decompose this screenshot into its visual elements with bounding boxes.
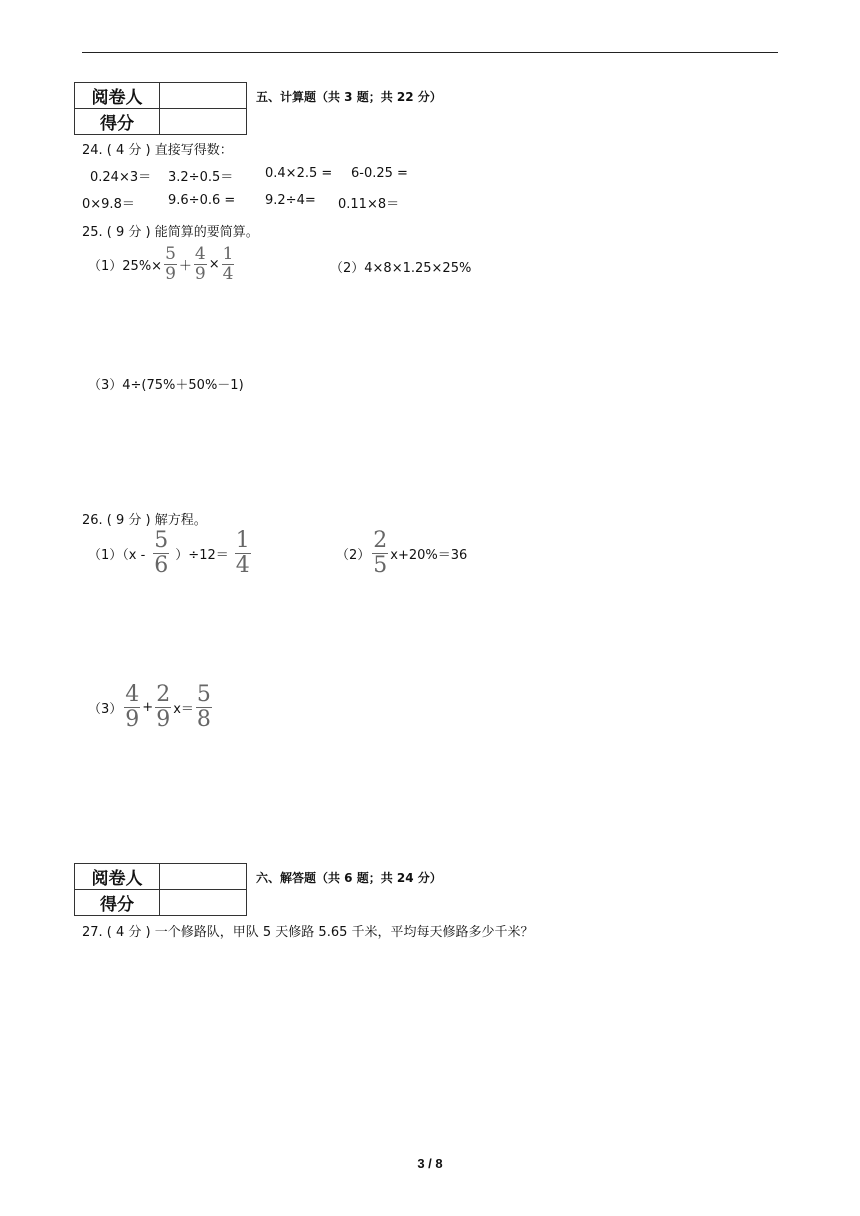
eq-mid: x＝ <box>173 702 194 717</box>
fraction: $\frac{2}{9}$ <box>156 682 171 732</box>
reviewer-field <box>160 83 247 109</box>
equation-26-2 <box>336 530 467 577</box>
eq-label: （1）（x - <box>88 548 146 563</box>
fraction: $\frac{1}{4}$ <box>222 244 234 284</box>
page-number: 3 / 8 <box>417 1156 443 1171</box>
eq-label: （3） <box>88 702 123 717</box>
expression-25-3: （3）4÷(75%＋50%－1) <box>88 378 244 393</box>
calc-item: 0.4×2.5 = <box>265 166 333 181</box>
operator: + <box>142 700 154 715</box>
reviewer-field <box>160 864 247 890</box>
fraction: $\frac{4}{9}$ <box>125 682 140 732</box>
calc-item: 6-0.25 = <box>351 166 408 181</box>
calc-item: 3.2÷0.5＝ <box>168 170 234 185</box>
question-24-stem: 24. ( 4 分 ) 直接写得数： <box>82 143 233 158</box>
score-label: 得分 <box>75 109 160 135</box>
fraction: $\frac{5}{8}$ <box>196 682 211 732</box>
eq-rest: x+20%＝36 <box>390 548 468 563</box>
operator: × <box>208 257 220 272</box>
fraction: $\frac{2}{5}$ <box>373 528 388 578</box>
calc-item: 0.24×3＝ <box>90 170 152 185</box>
expr-label: （1）25%× <box>88 259 163 274</box>
calc-item: 0×9.8＝ <box>82 197 135 212</box>
fraction: $\frac{5}{6}$ <box>154 528 169 578</box>
fraction: $\frac{4}{9}$ <box>194 244 206 284</box>
score-field <box>160 109 247 135</box>
eq-label: （2） <box>336 548 371 563</box>
eq-mid: ）÷12＝ <box>175 548 229 563</box>
operator: ＋ <box>178 259 192 274</box>
question-25-stem: 25. ( 9 分 ) 能简算的要简算。 <box>82 225 259 240</box>
equation-26-1 <box>88 530 253 577</box>
expression-25-2: （2）4×8×1.25×25% <box>330 261 472 276</box>
calc-item: 9.6÷0.6 = <box>168 193 236 208</box>
fraction: $\frac{1}{4}$ <box>235 528 250 578</box>
question-27-stem: 27. ( 4 分 ) 一个修路队，甲队 5 天修路 5.65 千米，平均每天修路多少千米？ <box>82 925 534 940</box>
section-title: 六、解答题（共 6 题；共 24 分） <box>256 871 442 885</box>
calc-item: 0.11×8＝ <box>338 197 400 212</box>
section-title: 五、计算题（共 3 题；共 22 分） <box>256 90 442 104</box>
fraction: $\frac{5}{9}$ <box>165 244 176 284</box>
expression-25-1 <box>88 246 236 283</box>
reviewer-label: 阅卷人 <box>75 83 160 109</box>
reviewer-label: 阅卷人 <box>75 864 160 890</box>
grader-box <box>74 863 247 916</box>
score-field <box>160 890 247 916</box>
score-label: 得分 <box>75 890 160 916</box>
header-rule <box>82 52 778 53</box>
grader-box <box>74 82 247 135</box>
calc-item: 9.2÷4= <box>265 193 316 208</box>
equation-26-3 <box>88 684 214 731</box>
question-26-stem: 26. ( 9 分 ) 解方程。 <box>82 513 207 528</box>
